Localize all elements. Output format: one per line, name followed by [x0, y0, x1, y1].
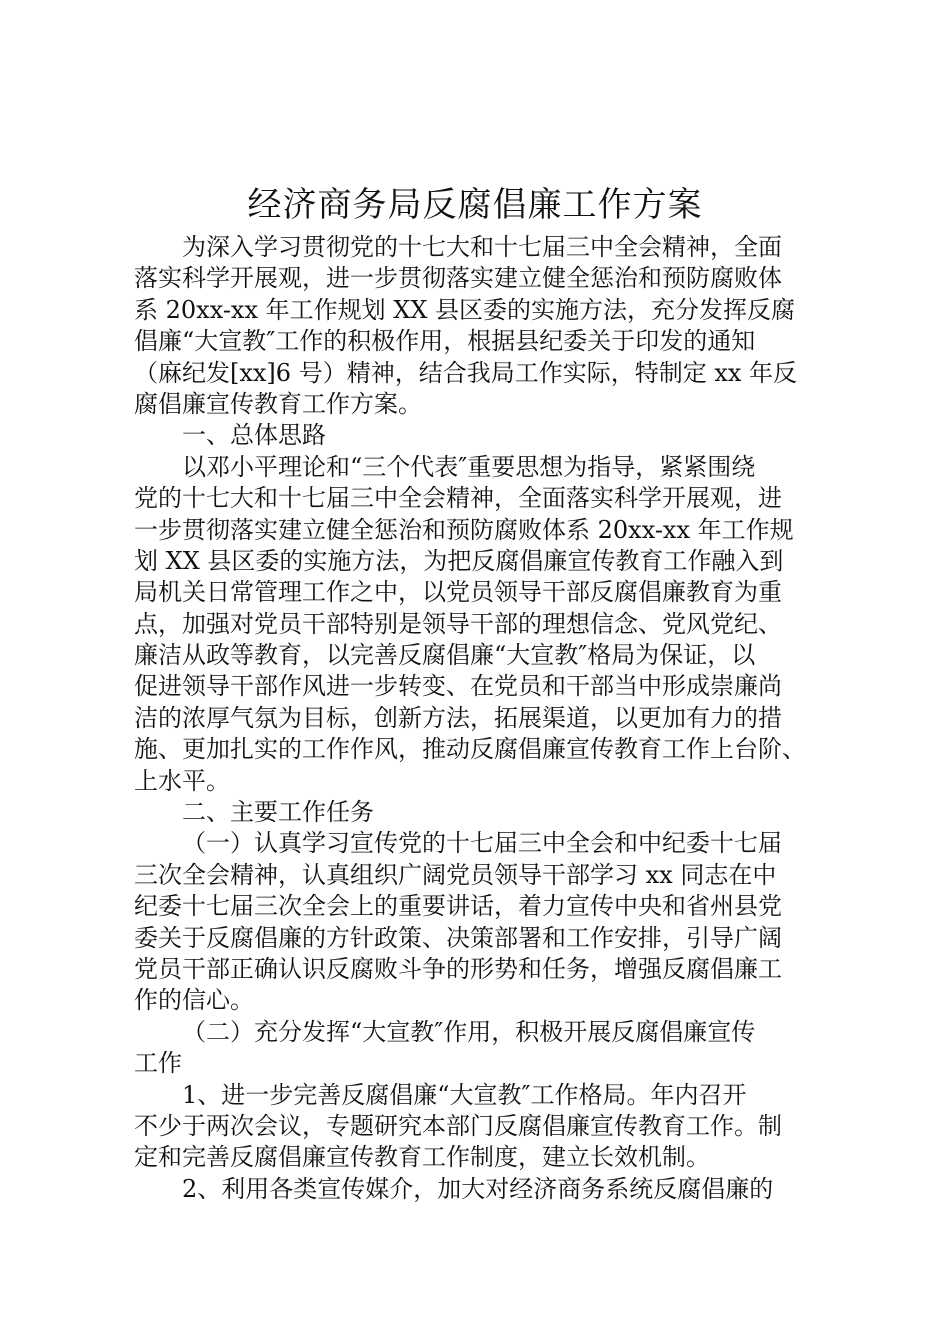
paragraph-line: 2、利用各类宣传媒介，加大对经济商务系统反腐倡廉的: [182, 1174, 774, 1203]
paragraph-line: 划 XX 县区委的实施方法，为把反腐倡廉宣传教育工作融入到: [134, 546, 784, 575]
paragraph-line: 1、进一步完善反腐倡廉“大宣教″工作格局。年内召开: [182, 1080, 747, 1109]
paragraph-line: 腐倡廉宣传教育工作方案。: [134, 389, 422, 418]
paragraph-line: 洁的浓厚气氛为目标，创新方法，拓展渠道，以更加有力的措: [134, 703, 782, 732]
paragraph-line: 不少于两次会议，专题研究本部门反腐倡廉宣传教育工作。制: [134, 1111, 782, 1140]
paragraph-line: 系 20xx-xx 年工作规划 XX 县区委的实施方法，充分发挥反腐: [134, 295, 796, 324]
paragraph-line: 廉洁从政等教育，以完善反腐倡廉“大宣教″格局为保证，以: [134, 641, 756, 670]
paragraph-line: 以邓小平理论和“三个代表″重要思想为指导，紧紧围绕: [182, 452, 756, 481]
paragraph-line: 落实科学开展观，进一步贯彻落实建立健全惩治和预防腐败体: [134, 264, 782, 293]
paragraph-line: 工作: [134, 1049, 182, 1078]
paragraph-line: 为深入学习贯彻党的十七大和十七届三中全会精神，全面: [182, 233, 782, 261]
paragraph-line: 上水平。: [134, 766, 230, 795]
paragraph-line: 点，加强对党员干部特别是领导干部的理想信念、党风党纪、: [134, 609, 782, 638]
paragraph-line: 定和完善反腐倡廉宣传教育工作制度，建立长效机制。: [134, 1143, 710, 1172]
paragraph-line: 三次全会精神，认真组织广阔党员领导干部学习 xx 同志在中: [134, 860, 777, 889]
paragraph-line: 促进领导干部作风进一步转变、在党员和干部当中形成崇廉尚: [134, 672, 782, 701]
document-body: [134, 232, 834, 1205]
paragraph-line: 委关于反腐倡廉的方针政策、决策部署和工作安排，引导广阔: [134, 923, 782, 952]
paragraph-line: 党员干部正确认识反腐败斗争的形势和任务，增强反腐倡廉工: [134, 954, 782, 983]
paragraph-line: 作的信心。: [134, 986, 254, 1015]
paragraph-line: 倡廉“大宣教″工作的积极作用，根据县纪委关于印发的通知: [134, 327, 756, 356]
paragraph-line: （二）充分发挥“大宣教″作用，积极开展反腐倡廉宣传: [182, 1017, 756, 1046]
paragraph-line: 纪委十七届三次全会上的重要讲话，着力宣传中央和省州县党: [134, 892, 782, 921]
paragraph-line: （麻纪发[xx]6 号）精神，结合我局工作实际，特制定 xx 年反: [134, 358, 798, 387]
section-heading: 一、总体思路: [182, 421, 326, 450]
paragraph-line: 局机关日常管理工作之中，以党员领导干部反腐倡廉教育为重: [134, 578, 782, 607]
document-title: 经济商务局反腐倡廉工作方案: [247, 185, 703, 225]
paragraph-line: （一）认真学习宣传党的十七届三中全会和中纪委十七届: [182, 829, 782, 858]
section-heading: 二、主要工作任务: [182, 798, 374, 827]
paragraph-line: 党的十七大和十七届三中全会精神，全面落实科学开展观，进: [134, 484, 782, 513]
paragraph-line: 施、更加扎实的工作作风，推动反腐倡廉宣传教育工作上台阶、: [134, 735, 806, 764]
paragraph-line: 一步贯彻落实建立健全惩治和预防腐败体系 20xx-xx 年工作规: [134, 515, 794, 544]
